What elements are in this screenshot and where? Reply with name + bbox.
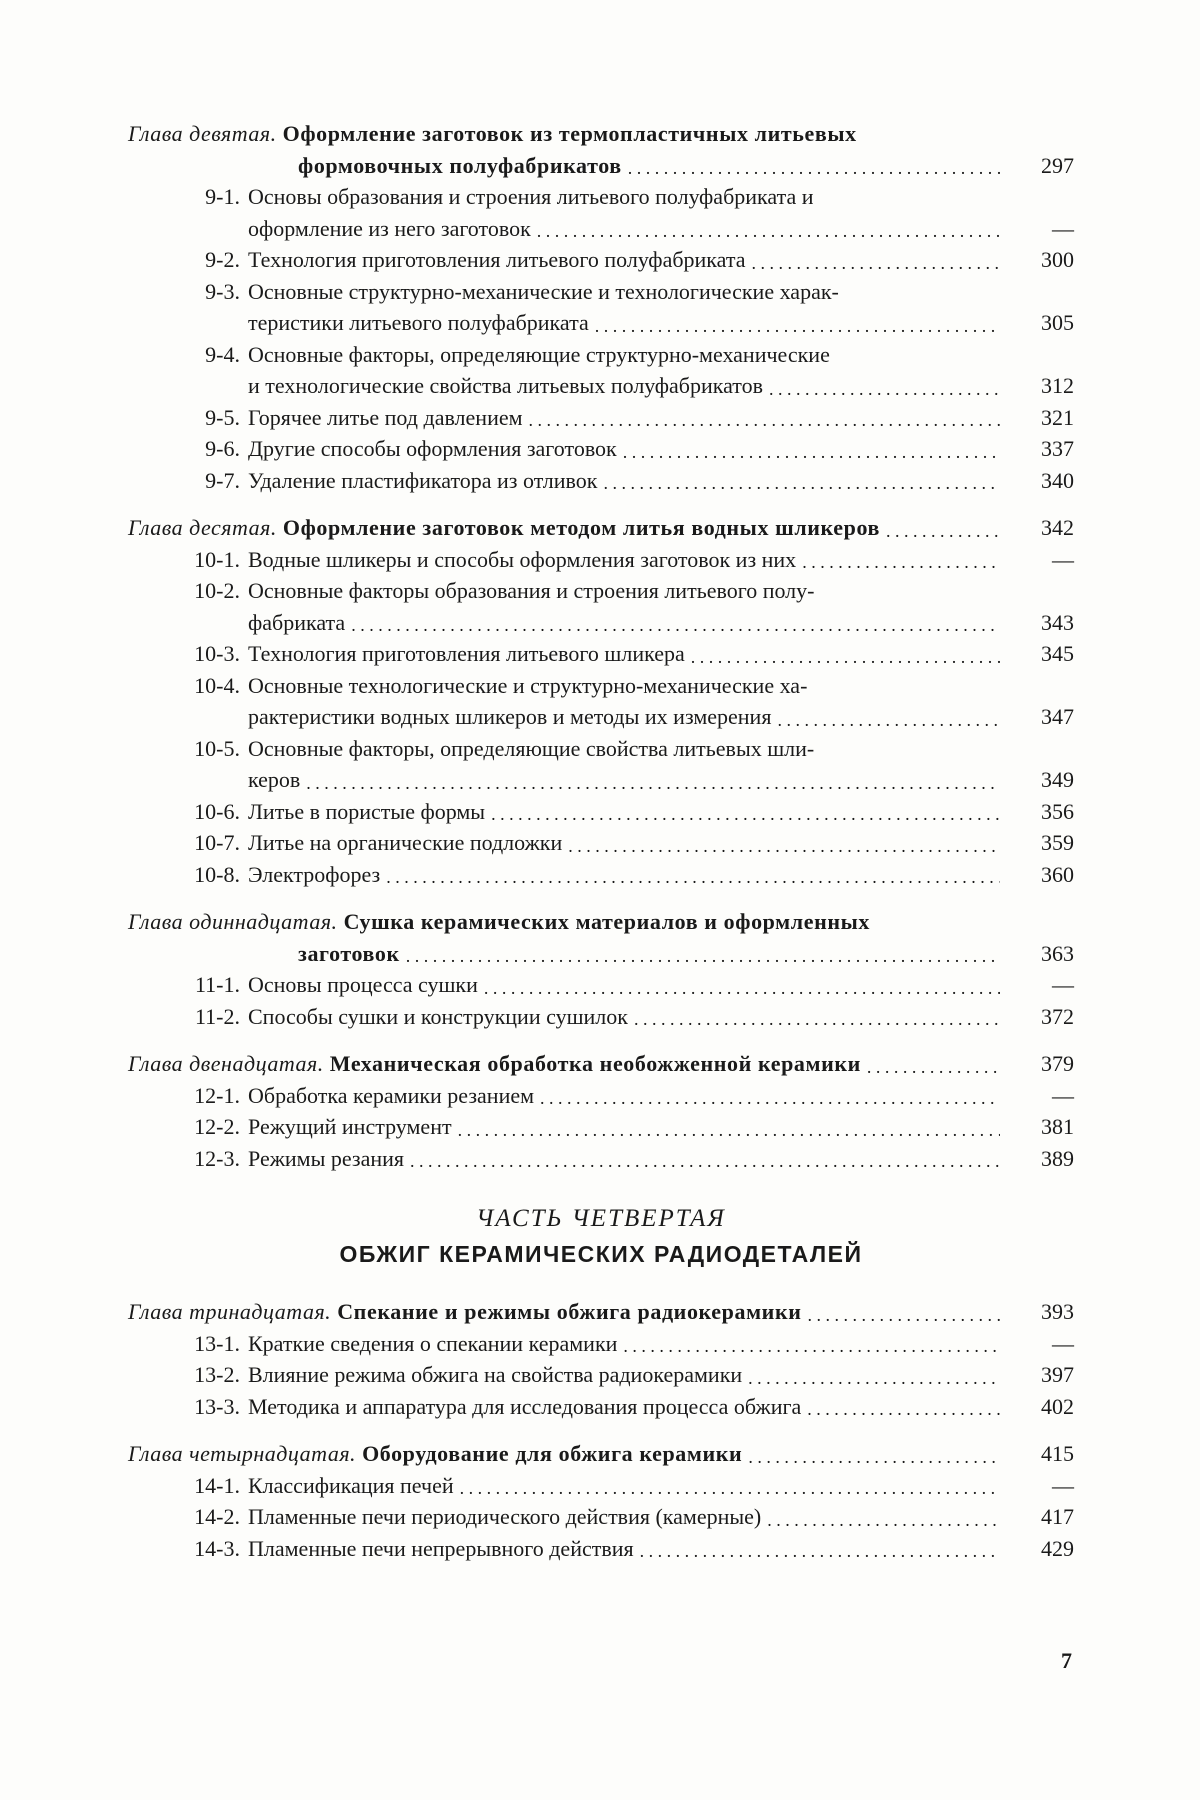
section-number: 9-2. bbox=[205, 247, 240, 272]
section-number: 9-7. bbox=[205, 467, 240, 493]
page-number: 7 bbox=[1061, 1648, 1072, 1673]
section-number: 11-2. bbox=[194, 1003, 240, 1029]
section-line bbox=[128, 607, 1074, 639]
section-title: Основы образования и строения литьевого полуфабриката и bbox=[248, 184, 814, 209]
section-page: — bbox=[1052, 972, 1074, 997]
section-line bbox=[128, 1080, 1074, 1112]
chapter-heading-line bbox=[128, 938, 1074, 970]
section-line bbox=[128, 1359, 1074, 1391]
section-page: 381 bbox=[1041, 1114, 1074, 1139]
section-title: Водные шликеры и способы оформления заготовок из них bbox=[248, 546, 797, 572]
section-page: 345 bbox=[1041, 641, 1074, 666]
section-line bbox=[128, 370, 1074, 402]
section-page: 356 bbox=[1041, 798, 1074, 824]
section-number: 10-2. bbox=[194, 578, 240, 603]
part-title: ОБЖИГ КЕРАМИЧЕСКИХ РАДИОДЕТАЛЕЙ bbox=[339, 1241, 863, 1267]
section-line bbox=[128, 465, 1074, 497]
section-title: Горячее литье под давлением bbox=[248, 404, 523, 430]
section-title: Технология приготовления литьевого полуфабриката bbox=[248, 247, 746, 272]
section-number: 13-1. bbox=[194, 1330, 240, 1356]
section-page: 321 bbox=[1041, 404, 1074, 430]
section-page: 389 bbox=[1041, 1145, 1074, 1171]
section-line bbox=[128, 1001, 1074, 1033]
section-page: 337 bbox=[1041, 436, 1074, 461]
section-title: Удаление пластификатора из отливок bbox=[248, 467, 598, 493]
section-number: 13-2. bbox=[194, 1362, 240, 1387]
dot-leader bbox=[777, 714, 1000, 726]
section-line bbox=[128, 1501, 1074, 1533]
chapter-entry bbox=[128, 512, 1074, 890]
section-title: Основные факторы, определяющие свойства литьевых шли- bbox=[248, 735, 815, 761]
section-number: 9-4. bbox=[205, 341, 240, 367]
section-number: 9-1. bbox=[205, 184, 240, 209]
dot-leader bbox=[691, 651, 1000, 663]
section-number: 10-6. bbox=[194, 798, 240, 824]
section-page: 305 bbox=[1041, 310, 1074, 335]
dot-leader bbox=[623, 446, 1000, 458]
dot-leader bbox=[767, 1514, 1000, 1526]
section-title: Основные структурно-механические и технологические харак- bbox=[248, 278, 839, 304]
chapter-heading-line bbox=[128, 906, 1074, 938]
dot-leader bbox=[802, 556, 1000, 568]
section-line bbox=[128, 244, 1074, 276]
section-title: фабриката bbox=[248, 609, 346, 635]
section-number: 14-2. bbox=[194, 1504, 240, 1529]
section-page: 340 bbox=[1041, 467, 1074, 493]
dot-leader bbox=[410, 1155, 1000, 1167]
section-title: Пламенные печи периодического действия (камерные) bbox=[248, 1504, 762, 1529]
chapter-entry bbox=[128, 1296, 1074, 1422]
chapter-label: Глава тринадцатая. bbox=[128, 1299, 332, 1324]
section-line bbox=[128, 544, 1074, 576]
dot-leader bbox=[623, 1340, 1000, 1352]
section-page: 343 bbox=[1041, 609, 1074, 635]
chapters-group-b bbox=[128, 1296, 1074, 1564]
section-line bbox=[128, 213, 1074, 245]
section-title: Пламенные печи непрерывного действия bbox=[248, 1535, 634, 1561]
section-title: рактеристики водных шликеров и методы их измерения bbox=[248, 704, 772, 729]
section-line bbox=[128, 402, 1074, 434]
chapter-heading-line bbox=[128, 512, 1074, 544]
section-title: Краткие сведения о спекании керамики bbox=[248, 1330, 618, 1356]
dot-leader bbox=[306, 777, 1000, 789]
chapter-page: 297 bbox=[1041, 152, 1074, 178]
chapter-heading-line bbox=[128, 1438, 1074, 1470]
chapter-title: Оформление заготовок из термопластичных литьевых bbox=[282, 121, 857, 146]
dot-leader bbox=[484, 982, 1000, 994]
section-line bbox=[128, 1111, 1074, 1143]
dot-leader bbox=[568, 840, 1000, 852]
section-number: 14-3. bbox=[194, 1535, 240, 1561]
section-number: 11-1. bbox=[194, 972, 240, 997]
chapter-label: Глава двенадцатая. bbox=[128, 1051, 324, 1076]
section-number: 9-6. bbox=[205, 436, 240, 461]
section-number: 14-1. bbox=[194, 1472, 240, 1498]
section-number: 9-3. bbox=[205, 278, 240, 304]
section-title: Основные технологические и структурно-механические ха- bbox=[248, 672, 808, 698]
chapter-heading-line bbox=[128, 1296, 1074, 1328]
section-line bbox=[128, 1328, 1074, 1360]
part-number: ЧАСТЬ ЧЕТВЕРТАЯ bbox=[476, 1205, 726, 1232]
dot-leader bbox=[748, 1372, 1000, 1384]
dot-leader bbox=[886, 525, 1000, 537]
section-line bbox=[128, 1533, 1074, 1565]
chapter-entry bbox=[128, 1438, 1074, 1564]
chapter-page: 363 bbox=[1041, 940, 1074, 966]
chapter-title: Спекание и режимы обжига радиокерамики bbox=[337, 1299, 802, 1324]
section-title: Режимы резания bbox=[248, 1145, 405, 1171]
chapter-title: Оформление заготовок методом литья водных шликеров bbox=[282, 515, 880, 540]
section-page: 372 bbox=[1041, 1003, 1074, 1029]
section-page: 300 bbox=[1041, 247, 1074, 272]
chapter-page: 379 bbox=[1041, 1051, 1074, 1076]
chapter-heading-line bbox=[128, 1048, 1074, 1080]
section-line bbox=[128, 339, 1074, 371]
section-title: теристики литьевого полуфабриката bbox=[248, 310, 589, 335]
table-of-contents bbox=[128, 118, 1074, 1580]
section-title: керов bbox=[248, 767, 301, 792]
section-line bbox=[128, 1143, 1074, 1175]
section-number: 12-2. bbox=[194, 1114, 240, 1139]
section-number: 10-1. bbox=[194, 546, 240, 572]
chapter-entry bbox=[128, 906, 1074, 1032]
section-line bbox=[128, 670, 1074, 702]
dot-leader bbox=[748, 1451, 1000, 1463]
section-title: Литье на органические подложки bbox=[248, 830, 563, 855]
section-title: Режущий инструмент bbox=[248, 1114, 452, 1139]
section-title: Способы сушки и конструкции сушилок bbox=[248, 1003, 628, 1029]
section-number: 9-5. bbox=[205, 404, 240, 430]
section-page: — bbox=[1052, 1330, 1074, 1356]
section-line bbox=[128, 969, 1074, 1001]
dot-leader bbox=[351, 619, 1000, 631]
section-title: Влияние режима обжига на свойства радиокерамики bbox=[248, 1362, 743, 1387]
section-number: 10-5. bbox=[194, 735, 240, 761]
section-page: — bbox=[1052, 1472, 1074, 1498]
section-line bbox=[128, 433, 1074, 465]
dot-leader bbox=[603, 477, 1000, 489]
chapter-label: Глава десятая. bbox=[128, 515, 277, 540]
chapter-entry bbox=[128, 1048, 1074, 1174]
section-number: 13-3. bbox=[194, 1393, 240, 1419]
dot-leader bbox=[529, 414, 1000, 426]
part-heading bbox=[128, 1202, 1074, 1272]
section-page: 429 bbox=[1041, 1535, 1074, 1561]
section-page: 360 bbox=[1041, 861, 1074, 887]
dot-leader bbox=[808, 1309, 1001, 1321]
section-title: и технологические свойства литьевых полуфабрикатов bbox=[248, 373, 764, 398]
section-line bbox=[128, 764, 1074, 796]
dot-leader bbox=[867, 1061, 1000, 1073]
section-page: 312 bbox=[1041, 373, 1074, 398]
chapter-title: Механическая обработка необожженной керамики bbox=[329, 1051, 861, 1076]
dot-leader bbox=[628, 162, 1000, 174]
section-title: Основы процесса сушки bbox=[248, 972, 478, 997]
section-line bbox=[128, 796, 1074, 828]
dot-leader bbox=[807, 1403, 1000, 1415]
dot-leader bbox=[634, 1013, 1000, 1025]
dot-leader bbox=[406, 950, 1000, 962]
section-title: Методика и аппаратура для исследования процесса обжига bbox=[248, 1393, 802, 1419]
section-page: 359 bbox=[1041, 830, 1074, 855]
chapter-heading-line bbox=[128, 118, 1074, 150]
section-line bbox=[128, 1470, 1074, 1502]
dot-leader bbox=[595, 320, 1000, 332]
dot-leader bbox=[386, 871, 1000, 883]
section-page: 349 bbox=[1041, 767, 1074, 792]
section-page: 402 bbox=[1041, 1393, 1074, 1419]
dot-leader bbox=[640, 1545, 1000, 1557]
section-number: 12-3. bbox=[194, 1145, 240, 1171]
chapter-label: Глава одиннадцатая. bbox=[128, 909, 338, 934]
section-title: Обработка керамики резанием bbox=[248, 1082, 535, 1108]
section-line bbox=[128, 733, 1074, 765]
section-page: 397 bbox=[1041, 1362, 1074, 1387]
chapters-group-a bbox=[128, 118, 1074, 1174]
section-title: Основные факторы, определяющие структурно-механические bbox=[248, 341, 830, 367]
dot-leader bbox=[460, 1482, 1000, 1494]
dot-leader bbox=[537, 225, 1000, 237]
chapter-page: 393 bbox=[1041, 1299, 1074, 1324]
section-page: 347 bbox=[1041, 704, 1074, 729]
chapter-title: Оборудование для обжига керамики bbox=[362, 1441, 743, 1466]
section-line bbox=[128, 638, 1074, 670]
section-number: 12-1. bbox=[194, 1082, 240, 1108]
section-page: — bbox=[1052, 215, 1074, 241]
section-line bbox=[128, 827, 1074, 859]
section-line bbox=[128, 701, 1074, 733]
section-number: 10-3. bbox=[194, 641, 240, 666]
section-page: — bbox=[1052, 546, 1074, 572]
chapter-title: заготовок bbox=[298, 940, 400, 966]
section-line bbox=[128, 1391, 1074, 1423]
chapter-page: 415 bbox=[1041, 1441, 1074, 1466]
chapter-label: Глава четырнадцатая. bbox=[128, 1441, 357, 1466]
chapter-page: 342 bbox=[1041, 515, 1074, 540]
dot-leader bbox=[540, 1092, 1000, 1104]
chapter-heading-line bbox=[128, 150, 1074, 182]
section-title: оформление из него заготовок bbox=[248, 215, 531, 241]
chapter-entry bbox=[128, 118, 1074, 496]
section-title: Литье в пористые формы bbox=[248, 798, 486, 824]
chapter-title: формовочных полуфабрикатов bbox=[298, 152, 622, 178]
chapter-title: Сушка керамических материалов и оформленных bbox=[343, 909, 871, 934]
section-line bbox=[128, 575, 1074, 607]
section-page: — bbox=[1052, 1082, 1074, 1108]
section-line bbox=[128, 859, 1074, 891]
dot-leader bbox=[752, 257, 1001, 269]
section-title: Основные факторы образования и строения литьевого полу- bbox=[248, 578, 815, 603]
dot-leader bbox=[458, 1124, 1000, 1136]
dot-leader bbox=[491, 808, 1000, 820]
section-page: 417 bbox=[1041, 1504, 1074, 1529]
dot-leader bbox=[769, 383, 1000, 395]
section-title: Технология приготовления литьевого шликера bbox=[248, 641, 685, 666]
section-number: 10-8. bbox=[194, 861, 240, 887]
section-line bbox=[128, 276, 1074, 308]
section-number: 10-4. bbox=[194, 672, 240, 698]
section-line bbox=[128, 181, 1074, 213]
section-title: Классификация печей bbox=[248, 1472, 454, 1498]
section-number: 10-7. bbox=[194, 830, 240, 855]
chapter-label: Глава девятая. bbox=[128, 121, 277, 146]
section-line bbox=[128, 307, 1074, 339]
section-title: Другие способы оформления заготовок bbox=[248, 436, 617, 461]
section-title: Электрофорез bbox=[248, 861, 381, 887]
